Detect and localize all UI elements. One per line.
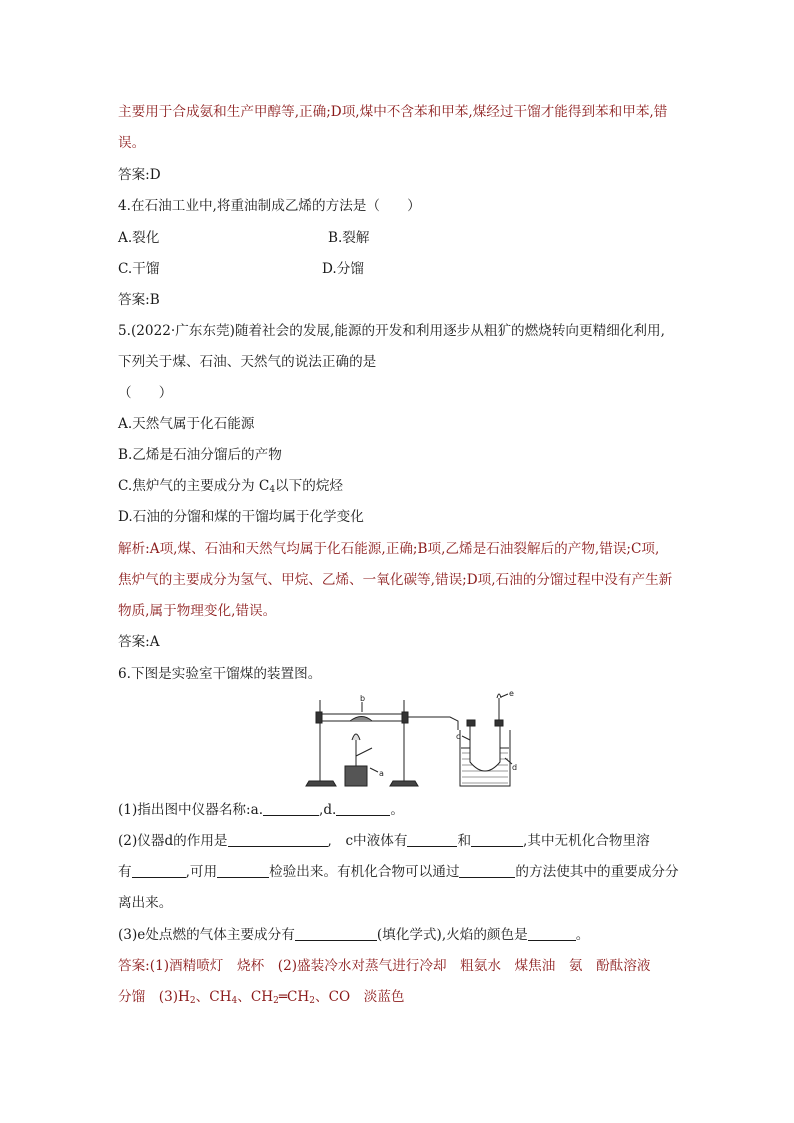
explanation-line: 主要用于合成氨和生产甲醇等,正确;D项,煤中不含苯和甲苯,煤经过干馏才能得到苯和甲苯,错: [118, 104, 668, 120]
sub-question-2: (2)仪器d的作用是 , c中液体有 和 ,其中无机化合物里溶: [118, 833, 650, 849]
question-4-options-row1: [118, 228, 718, 248]
coal-distillation-apparatus-figure: [300, 688, 520, 792]
sub-question-2: 有 ,可用 检验出来。有机化合物可以通过 的方法使其中的重要成分分: [118, 864, 679, 880]
label-c: c: [456, 732, 461, 741]
option-c: C.焦炉气的主要成分为 $C_4$以下的烷烃: [118, 478, 344, 495]
question-4: 4.在石油工业中,将重油制成乙烯的方法是（ ）: [118, 198, 421, 214]
label-d: d: [512, 763, 518, 772]
option-b: B.乙烯是石油分馏后的产物: [118, 447, 282, 463]
option-b: B.裂解: [328, 230, 370, 246]
answer-line: 答案:B: [118, 292, 160, 308]
label-e: e: [509, 689, 514, 698]
answer-line: 答案:(1)酒精喷灯 烧杯 (2)盛装冷水对蒸气进行冷却 粗氨水 煤焦油 氨 酚酞溶液: [118, 958, 651, 974]
option-d: D.石油的分馏和煤的干馏均属于化学变化: [118, 509, 364, 525]
sub-question-2: 离出来。: [118, 895, 173, 911]
option-a: A.天然气属于化石能源: [118, 416, 255, 432]
option-a: A.裂化: [118, 230, 160, 246]
option-d: D.分馏: [322, 261, 364, 277]
question-4-options-row2: [118, 259, 718, 279]
answer-line: 答案:D: [118, 167, 161, 183]
sub-question-1: (1)指出图中仪器名称:a. ,d. 。: [118, 802, 404, 818]
explanation-line: 解析:A项,煤、石油和天然气均属于化石能源,正确;B项,乙烯是石油裂解后的产物,错误;C项,: [118, 541, 660, 557]
explanation-line: 误。: [118, 135, 146, 151]
option-c: C.干馏: [118, 261, 160, 277]
explanation-line: 焦炉气的主要成分为氢气、甲烷、乙烯、一氧化碳等,错误;D项,石油的分馏过程中没有产生新: [118, 572, 673, 588]
label-a: a: [379, 769, 384, 778]
explanation-line: 物质,属于物理变化,错误。: [118, 603, 277, 619]
question-6: 6.下图是实验室干馏煤的装置图。: [118, 666, 322, 682]
label-b: b: [360, 694, 366, 703]
answer-line: 分馏 $(3)H_2$、$CH_4$、$CH_2═CH_2$、CO 淡蓝色: [118, 989, 405, 1006]
answer-line: 答案:A: [118, 634, 160, 650]
sub-question-3: (3)e处点燃的气体主要成分有 (填化学式),火焰的颜色是 。: [118, 927, 590, 943]
answer-bracket: （ ）: [118, 385, 173, 401]
question-5: 5.(2022·广东东莞)随着社会的发展,能源的开发和利用逐步从粗犷的燃烧转向更精细化利用,: [118, 323, 665, 339]
question-5: 下列关于煤、石油、天然气的说法正确的是: [118, 354, 377, 370]
